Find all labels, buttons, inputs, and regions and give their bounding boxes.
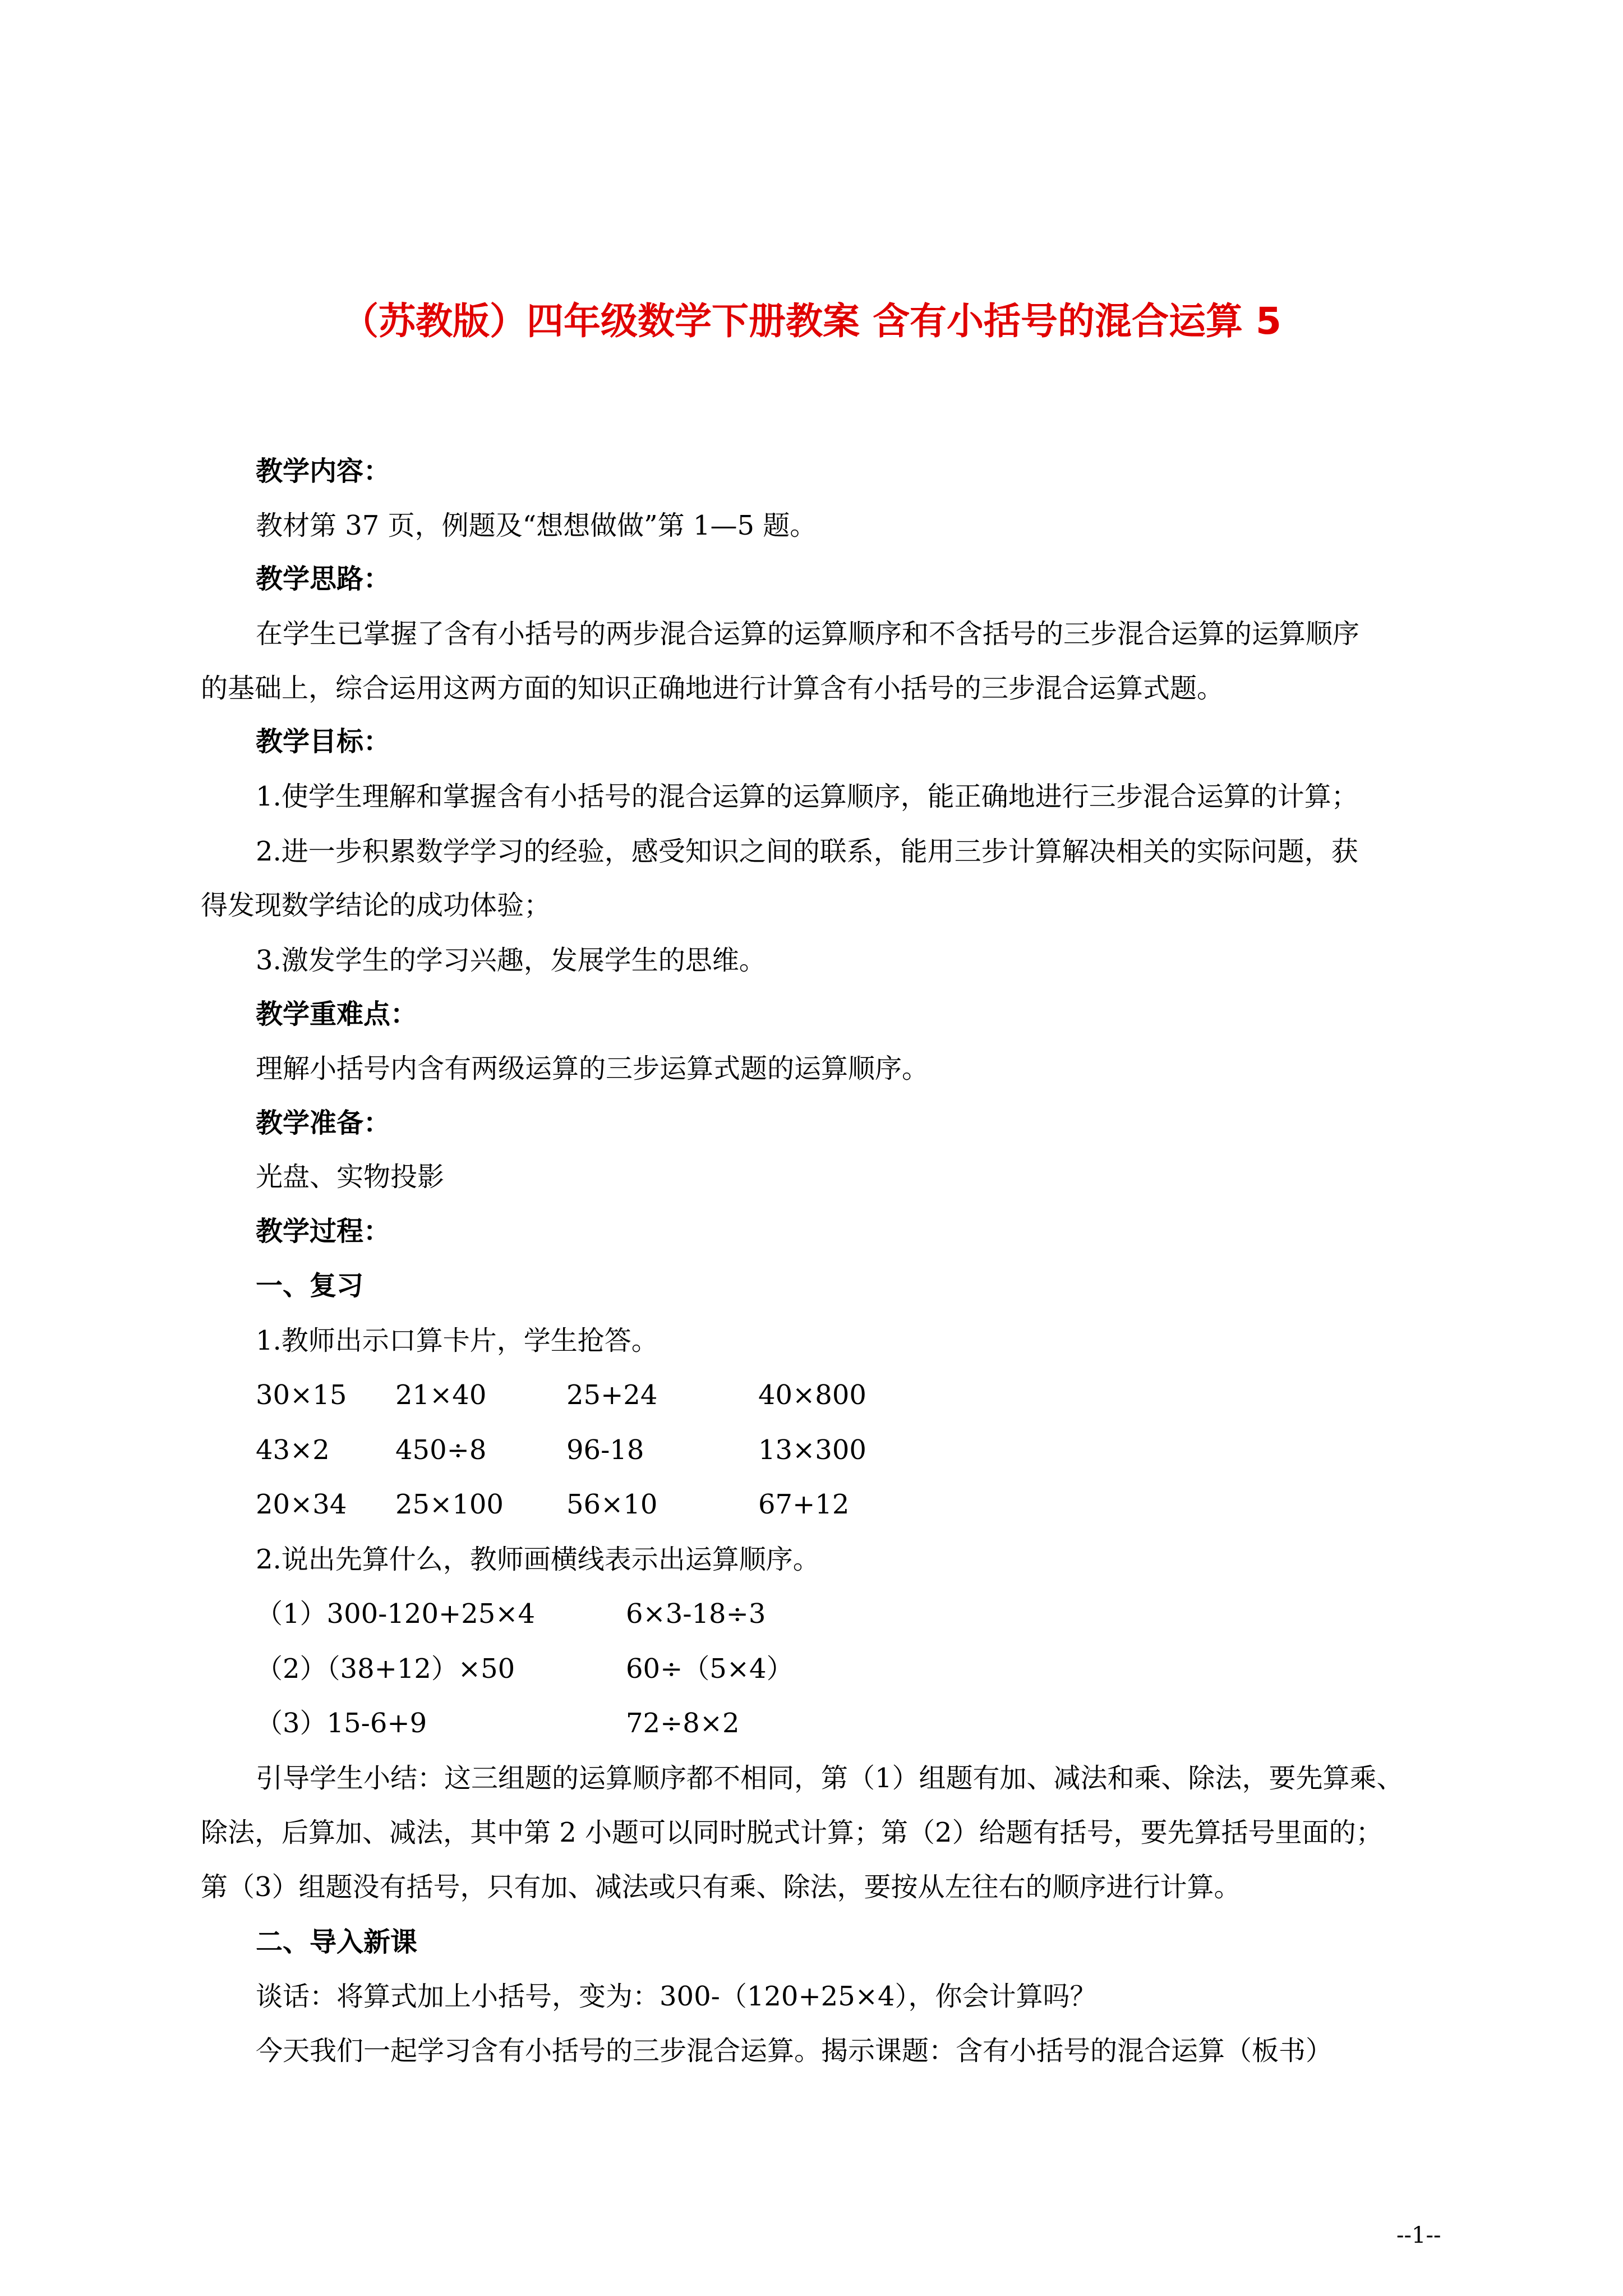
card-cell: 56×10 [566,1489,658,1520]
teaching-goal-2b: 得发现数学结论的成功体验； [201,890,551,921]
key-points-text: 理解小括号内含有两级运算的三步运算式题的运算顺序。 [256,1053,929,1084]
review-item-2: 2.说出先算什么，教师画横线表示出运算顺序。 [256,1544,820,1575]
card-cell: 25×100 [395,1489,504,1520]
summary-line-2: 除法，后算加、减法，其中第 2 小题可以同时脱式计算；第（2）给题有括号，要先算括号里面的； [201,1817,1383,1848]
document-title: （苏教版）四年级数学下册教案 含有小括号的混合运算 5 [342,300,1281,343]
expression: （3）15-6+9 [256,1708,427,1739]
teaching-content-text: 教材第 37 页，例题及“想想做做”第 1—5 题。 [256,510,817,541]
card-cell: 450÷8 [395,1434,487,1466]
card-cell: 30×15 [256,1379,347,1411]
card-cell: 40×800 [758,1379,866,1411]
expression: 60÷（5×4） [626,1653,794,1685]
section-new-lesson-heading: 二、导入新课 [256,1926,418,1958]
teaching-idea-line-1: 在学生已掌握了含有小括号的两步混合运算的运算顺序和不含括号的三步混合运算的运算顺序 [256,618,1360,650]
page-number: --1-- [1396,2223,1441,2248]
expression: 6×3-18÷3 [626,1598,766,1630]
card-cell: 13×300 [758,1434,866,1466]
preparation-text: 光盘、实物投影 [256,1161,445,1193]
heading-teaching-process: 教学过程： [256,1216,391,1247]
teaching-goal-3: 3.激发学生的学习兴趣，发展学生的思维。 [256,945,766,976]
summary-line-3: 第（3）组题没有括号，只有加、减法或只有乘、除法，要按从左往右的顺序进行计算。 [201,1871,1241,1903]
summary-line-1: 引导学生小结：这三组题的运算顺序都不相同，第（1）组题有加、减法和乘、除法，要先算乘、 [256,1763,1404,1794]
card-cell: 20×34 [256,1489,347,1520]
section-review-heading: 一、复习 [256,1270,364,1301]
heading-teaching-goal: 教学目标： [256,726,391,757]
heading-key-points: 教学重难点： [256,999,418,1030]
review-item-1: 1.教师出示口算卡片，学生抢答。 [256,1325,658,1356]
card-cell: 21×40 [395,1379,487,1411]
expression: （1）300-120+25×4 [256,1598,536,1630]
card-cell: 43×2 [256,1434,330,1466]
expression: （2）（38+12）×50 [256,1653,515,1685]
today-text: 今天我们一起学习含有小括号的三步混合运算。揭示课题：含有小括号的混合运算（板书） [256,2035,1333,2067]
talk-text: 谈话：将算式加上小括号，变为：300-（120+25×4），你会计算吗？ [256,1981,1097,2012]
teaching-goal-2a: 2.进一步积累数学学习的经验，感受知识之间的联系，能用三步计算解决相关的实际问题，获 [256,836,1358,867]
teaching-idea-line-2: 的基础上，综合运用这两方面的知识正确地进行计算含有小括号的三步混合运算式题。 [201,673,1224,704]
heading-teaching-content: 教学内容： [256,455,391,487]
teaching-goal-1: 1.使学生理解和掌握含有小括号的混合运算的运算顺序，能正确地进行三步混合运算的计算； [256,781,1358,812]
heading-teaching-idea: 教学思路： [256,563,391,595]
card-cell: 25+24 [566,1379,658,1411]
expression: 72÷8×2 [626,1708,740,1739]
heading-preparation: 教学准备： [256,1107,391,1139]
card-cell: 96-18 [566,1434,644,1466]
card-cell: 67+12 [758,1489,850,1520]
